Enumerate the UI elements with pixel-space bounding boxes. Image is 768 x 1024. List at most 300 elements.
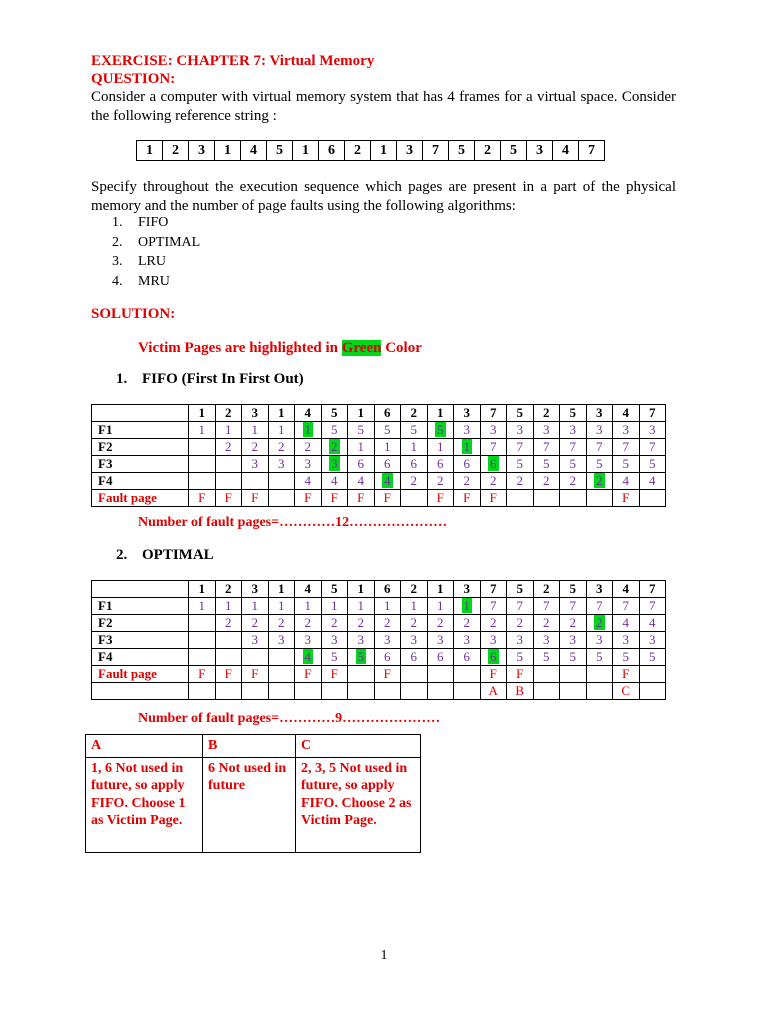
frame-cell <box>401 615 428 632</box>
reference-cell: 1 <box>215 141 241 161</box>
frame-cell <box>348 473 375 490</box>
frame-value: 5 <box>331 649 338 664</box>
frame-cell <box>533 632 560 649</box>
frame-value: 3 <box>463 632 470 647</box>
reference-note-cell <box>454 683 481 700</box>
frame-value: 4 <box>649 615 656 630</box>
fault-cell: F <box>507 666 534 683</box>
frame-value: 2 <box>437 615 444 630</box>
question-label: QUESTION: <box>91 71 176 87</box>
header-cell: 7 <box>480 581 507 598</box>
frame-cell <box>560 632 587 649</box>
reference-note-blank <box>92 683 189 700</box>
fault-cell <box>639 490 666 507</box>
header-cell: 4 <box>295 405 322 422</box>
frame-row <box>92 632 666 649</box>
fault-cell: F <box>295 490 322 507</box>
reference-cell: 1 <box>293 141 319 161</box>
frame-value: 2 <box>569 615 576 630</box>
frame-value: 2 <box>437 473 444 488</box>
fault-cell <box>586 666 613 683</box>
frame-value: 1 <box>384 439 391 454</box>
frame-label: F3 <box>92 456 189 473</box>
optimal-table <box>91 580 666 700</box>
victim-cell <box>586 473 613 490</box>
victim-cell <box>454 439 481 456</box>
frame-row <box>92 649 666 666</box>
frame-cell <box>215 632 242 649</box>
frame-value: 1 <box>410 598 417 613</box>
frame-cell <box>242 439 269 456</box>
reference-cell: 3 <box>527 141 553 161</box>
frame-value: 3 <box>622 632 629 647</box>
frame-cell <box>268 473 295 490</box>
frame-value: 3 <box>304 456 311 471</box>
frame-cell <box>374 456 401 473</box>
frame-cell <box>295 456 322 473</box>
frame-cell <box>533 456 560 473</box>
header-cell: 5 <box>560 581 587 598</box>
header-cell: 1 <box>268 581 295 598</box>
frame-value: 4 <box>384 473 391 488</box>
frame-cell <box>586 649 613 666</box>
frame-value: 1 <box>437 598 444 613</box>
victim-cell <box>374 473 401 490</box>
frame-value: 1 <box>463 598 470 613</box>
reference-note-cell <box>374 683 401 700</box>
frame-cell <box>242 473 269 490</box>
frame-cell <box>348 439 375 456</box>
frame-value: 5 <box>516 456 523 471</box>
frame-cell <box>560 473 587 490</box>
frame-value: 3 <box>331 456 338 471</box>
frame-value: 2 <box>569 473 576 488</box>
fault-cell: F <box>613 490 640 507</box>
frame-cell <box>268 598 295 615</box>
frame-cell <box>348 632 375 649</box>
frame-value: 2 <box>543 473 550 488</box>
frame-value: 2 <box>463 615 470 630</box>
header-blank-cell <box>92 405 189 422</box>
reference-cell: 2 <box>163 141 189 161</box>
frame-cell <box>401 422 428 439</box>
frame-value: 4 <box>622 473 629 488</box>
victim-cell <box>348 649 375 666</box>
frame-value: 4 <box>622 615 629 630</box>
frame-cell <box>507 598 534 615</box>
frame-cell <box>215 422 242 439</box>
frame-value: 1 <box>304 598 311 613</box>
frame-cell <box>586 422 613 439</box>
frame-value: 1 <box>278 598 285 613</box>
frame-value: 3 <box>596 632 603 647</box>
frame-value: 4 <box>331 473 338 488</box>
header-cell: 1 <box>348 405 375 422</box>
frame-cell <box>268 456 295 473</box>
frame-value: 3 <box>516 632 523 647</box>
exercise-title: EXERCISE: CHAPTER 7: Virtual Memory <box>91 53 375 69</box>
frame-value: 5 <box>596 649 603 664</box>
frame-cell <box>374 615 401 632</box>
frame-cell <box>480 615 507 632</box>
frame-cell <box>613 649 640 666</box>
frame-value: 2 <box>225 439 232 454</box>
frame-cell <box>639 598 666 615</box>
frame-cell <box>639 632 666 649</box>
frame-cell <box>454 649 481 666</box>
frame-value: 2 <box>516 473 523 488</box>
frame-cell <box>374 649 401 666</box>
reference-cell: 5 <box>449 141 475 161</box>
frame-value: 5 <box>516 649 523 664</box>
frame-cell <box>533 473 560 490</box>
note-key-a: A <box>86 735 203 758</box>
frame-value: 5 <box>410 422 417 437</box>
specify-paragraph: Specify throughout the execution sequence which pages are present in a part of the physical memory and the number of page faults using the following algorithms: <box>91 179 676 214</box>
frame-cell <box>586 598 613 615</box>
fault-cell <box>533 490 560 507</box>
note-text-a: 1, 6 Not used in future, so apply FIFO. Choose 1 as Victim Page. <box>86 757 203 852</box>
frame-cell <box>454 456 481 473</box>
header-cell: 6 <box>374 405 401 422</box>
frame-value: 3 <box>251 456 258 471</box>
notes-table <box>85 734 421 853</box>
frame-value: 1 <box>357 439 364 454</box>
frame-value: 2 <box>463 473 470 488</box>
frame-cell <box>427 632 454 649</box>
fault-cell: F <box>321 666 348 683</box>
fault-cell: F <box>454 490 481 507</box>
fault-cell: F <box>427 490 454 507</box>
frame-value: 6 <box>490 649 497 664</box>
frame-cell <box>401 456 428 473</box>
frame-cell <box>560 615 587 632</box>
frame-cell <box>242 456 269 473</box>
frame-cell <box>295 598 322 615</box>
frame-value: 5 <box>331 422 338 437</box>
header-cell: 5 <box>507 581 534 598</box>
list-item: 2. OPTIMAL <box>112 234 201 250</box>
fault-cell: F <box>215 490 242 507</box>
fault-row <box>92 666 666 683</box>
frame-cell <box>507 422 534 439</box>
fault-cell <box>401 490 428 507</box>
frame-label: F2 <box>92 439 189 456</box>
reference-note-row <box>92 683 666 700</box>
frame-cell <box>613 473 640 490</box>
frame-value: 1 <box>251 598 258 613</box>
frame-value: 3 <box>410 632 417 647</box>
header-cell: 1 <box>268 405 295 422</box>
header-cell: 1 <box>427 405 454 422</box>
frame-value: 2 <box>331 439 338 454</box>
frame-value: 3 <box>543 632 550 647</box>
fault-cell: F <box>480 666 507 683</box>
reference-note-cell <box>189 683 216 700</box>
frame-value: 3 <box>331 632 338 647</box>
frame-value: 6 <box>410 649 417 664</box>
frame-cell <box>533 615 560 632</box>
frame-cell <box>507 473 534 490</box>
frame-value: 3 <box>278 456 285 471</box>
frame-value: 1 <box>304 422 311 437</box>
header-cell: 1 <box>348 581 375 598</box>
fault-cell <box>533 666 560 683</box>
frame-cell <box>189 615 216 632</box>
victim-cell <box>295 422 322 439</box>
frame-value: 5 <box>622 649 629 664</box>
frame-value: 2 <box>490 615 497 630</box>
frame-cell <box>427 598 454 615</box>
frame-value: 2 <box>384 615 391 630</box>
fault-cell: F <box>295 666 322 683</box>
note-key-c: C <box>296 735 421 758</box>
fault-cell <box>268 490 295 507</box>
frame-value: 4 <box>304 649 311 664</box>
solution-label: SOLUTION: <box>91 306 176 322</box>
reference-cell: 1 <box>371 141 397 161</box>
intro-paragraph: Consider a computer with virtual memory system that has 4 frames for a virtual space. Consider the following reference string : <box>91 89 676 124</box>
header-cell: 2 <box>533 405 560 422</box>
frame-cell <box>507 456 534 473</box>
frame-cell <box>427 615 454 632</box>
frame-cell <box>268 615 295 632</box>
frame-value: 3 <box>649 422 656 437</box>
frame-value: 6 <box>384 456 391 471</box>
frame-value: 3 <box>543 422 550 437</box>
frame-cell <box>639 615 666 632</box>
frame-cell <box>242 598 269 615</box>
reference-cell: 5 <box>501 141 527 161</box>
list-item: 3. LRU <box>112 254 166 269</box>
frame-value: 3 <box>463 422 470 437</box>
frame-label: F4 <box>92 649 189 666</box>
frame-value: 7 <box>490 598 497 613</box>
header-cell: 6 <box>374 581 401 598</box>
fault-cell <box>348 666 375 683</box>
header-cell: 7 <box>639 405 666 422</box>
frame-value: 3 <box>251 632 258 647</box>
fault-label: Fault page <box>92 490 189 507</box>
frame-cell <box>454 632 481 649</box>
reference-cell: 7 <box>579 141 605 161</box>
header-cell: 5 <box>321 581 348 598</box>
frame-cell <box>374 598 401 615</box>
frame-cell <box>295 473 322 490</box>
frame-cell <box>507 615 534 632</box>
frame-cell <box>639 456 666 473</box>
reference-note-cell <box>268 683 295 700</box>
frame-cell <box>586 632 613 649</box>
reference-string-table <box>136 140 605 161</box>
frame-value: 3 <box>569 422 576 437</box>
frame-row <box>92 422 666 439</box>
frame-value: 5 <box>437 422 444 437</box>
reference-cell: 3 <box>397 141 423 161</box>
frame-cell <box>454 473 481 490</box>
reference-note-cell <box>295 683 322 700</box>
frame-cell <box>613 439 640 456</box>
frame-value: 3 <box>516 422 523 437</box>
reference-note-cell: B <box>507 683 534 700</box>
reference-cell: 4 <box>553 141 579 161</box>
frame-cell <box>613 598 640 615</box>
frame-cell <box>639 422 666 439</box>
frame-value: 3 <box>384 632 391 647</box>
frame-cell <box>586 439 613 456</box>
frame-row <box>92 456 666 473</box>
frame-cell <box>401 473 428 490</box>
frame-cell <box>401 649 428 666</box>
fault-cell <box>586 490 613 507</box>
victim-cell <box>454 598 481 615</box>
frame-value: 7 <box>490 439 497 454</box>
optimal-title: 2. OPTIMAL <box>116 547 214 563</box>
header-cell: 2 <box>401 581 428 598</box>
frame-value: 1 <box>198 422 205 437</box>
header-cell: 1 <box>427 581 454 598</box>
fault-cell: F <box>374 666 401 683</box>
frame-cell <box>321 632 348 649</box>
frame-value: 2 <box>357 615 364 630</box>
header-cell: 2 <box>215 405 242 422</box>
frame-value: 3 <box>357 632 364 647</box>
frame-cell <box>427 473 454 490</box>
frame-row <box>92 598 666 615</box>
algorithm-list <box>112 213 200 291</box>
frame-cell <box>454 422 481 439</box>
frame-value: 1 <box>410 439 417 454</box>
frame-row <box>92 615 666 632</box>
frame-cell <box>480 473 507 490</box>
frame-cell <box>560 439 587 456</box>
frame-cell <box>533 422 560 439</box>
frame-cell <box>613 632 640 649</box>
frame-cell <box>268 439 295 456</box>
frame-cell <box>321 649 348 666</box>
list-item: 1. FIFO <box>112 215 169 230</box>
frame-value: 7 <box>569 598 576 613</box>
header-cell: 7 <box>480 405 507 422</box>
list-item: 4. MRU <box>112 273 170 289</box>
frame-value: 3 <box>569 632 576 647</box>
frame-value: 6 <box>437 649 444 664</box>
fault-cell <box>268 666 295 683</box>
frame-value: 7 <box>622 598 629 613</box>
frame-cell <box>480 422 507 439</box>
header-cell: 2 <box>533 581 560 598</box>
frame-cell <box>215 456 242 473</box>
frame-value: 7 <box>596 598 603 613</box>
frame-cell <box>374 422 401 439</box>
frame-cell <box>401 439 428 456</box>
frame-value: 6 <box>384 649 391 664</box>
frame-cell <box>215 473 242 490</box>
victim-note: Victim Pages are highlighted in Green Color <box>138 340 422 356</box>
page-number: 1 <box>380 948 388 963</box>
frame-value: 5 <box>357 649 364 664</box>
frame-cell <box>295 632 322 649</box>
reference-cell: 2 <box>345 141 371 161</box>
frame-cell <box>321 473 348 490</box>
frame-value: 1 <box>384 598 391 613</box>
frame-value: 6 <box>357 456 364 471</box>
frame-value: 4 <box>357 473 364 488</box>
frame-cell <box>480 439 507 456</box>
frame-cell <box>533 649 560 666</box>
header-cell: 7 <box>639 581 666 598</box>
frame-cell <box>215 598 242 615</box>
frame-value: 3 <box>649 632 656 647</box>
fault-cell: F <box>189 666 216 683</box>
frame-cell <box>242 422 269 439</box>
frame-cell <box>507 632 534 649</box>
frame-cell <box>454 615 481 632</box>
frame-value: 2 <box>278 615 285 630</box>
frame-label: F1 <box>92 598 189 615</box>
frame-row <box>92 473 666 490</box>
frame-value: 2 <box>596 473 603 488</box>
header-cell: 3 <box>242 405 269 422</box>
frame-cell <box>639 473 666 490</box>
frame-cell <box>639 649 666 666</box>
frame-cell <box>348 456 375 473</box>
reference-note-cell <box>533 683 560 700</box>
reference-note-cell <box>639 683 666 700</box>
frame-cell <box>348 615 375 632</box>
frame-value: 2 <box>225 615 232 630</box>
fault-label: Fault page <box>92 666 189 683</box>
frame-cell <box>560 456 587 473</box>
frame-cell <box>348 598 375 615</box>
frame-value: 2 <box>543 615 550 630</box>
frame-value: 7 <box>516 598 523 613</box>
frame-value: 5 <box>357 422 364 437</box>
frame-value: 7 <box>543 598 550 613</box>
frame-cell <box>533 598 560 615</box>
frame-value: 2 <box>410 473 417 488</box>
fault-cell <box>401 666 428 683</box>
reference-note-cell <box>215 683 242 700</box>
header-cell: 4 <box>295 581 322 598</box>
header-cell: 5 <box>560 405 587 422</box>
victim-cell <box>295 649 322 666</box>
frame-cell <box>242 615 269 632</box>
frame-cell <box>215 649 242 666</box>
frame-cell <box>586 456 613 473</box>
frame-cell <box>189 473 216 490</box>
header-cell: 3 <box>586 405 613 422</box>
frame-value: 1 <box>225 422 232 437</box>
fault-cell <box>507 490 534 507</box>
frame-cell <box>215 439 242 456</box>
frame-cell <box>560 649 587 666</box>
fifo-fault-count: Number of fault pages=…………12………………… <box>138 515 448 530</box>
frame-value: 7 <box>596 439 603 454</box>
fault-cell: F <box>189 490 216 507</box>
frame-cell <box>189 439 216 456</box>
header-cell: 5 <box>507 405 534 422</box>
frame-cell <box>268 422 295 439</box>
frame-cell <box>268 632 295 649</box>
fault-cell: F <box>321 490 348 507</box>
table-header-row <box>92 405 666 422</box>
reference-cell: 2 <box>475 141 501 161</box>
frame-value: 3 <box>622 422 629 437</box>
frame-cell <box>560 422 587 439</box>
frame-value: 2 <box>304 615 311 630</box>
frame-value: 7 <box>516 439 523 454</box>
